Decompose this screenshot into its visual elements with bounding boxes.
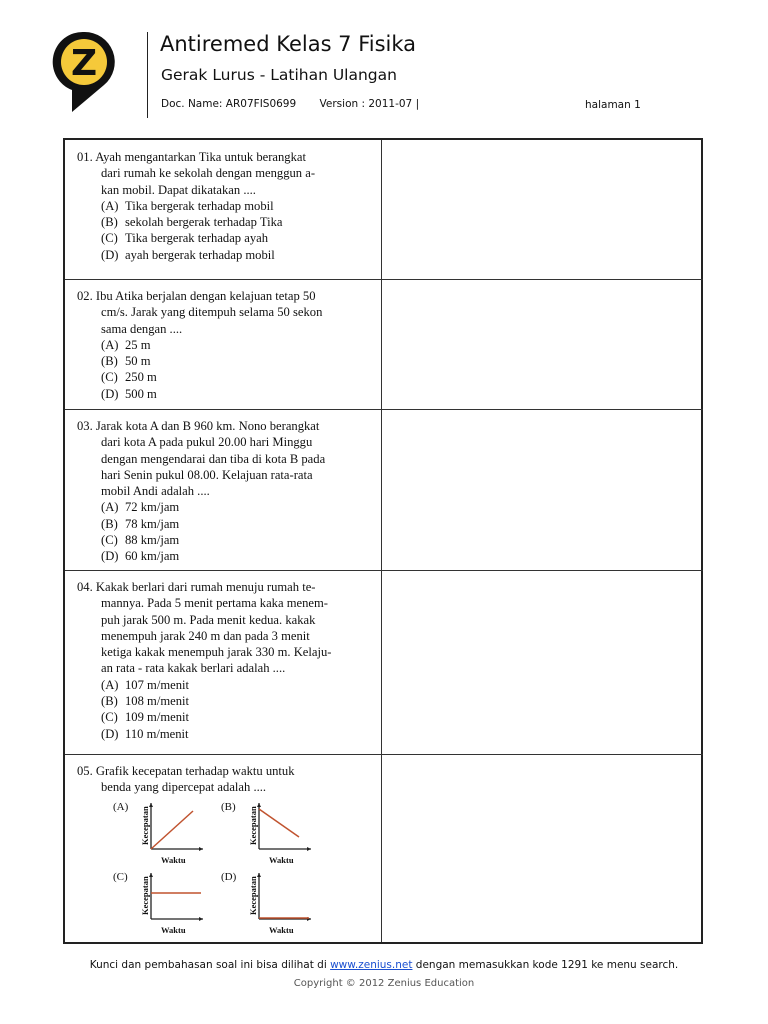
- question-text-line: kan mobil. Dapat dikatakan ....: [101, 182, 256, 197]
- graph-b: [221, 799, 321, 869]
- option-letter: (B): [101, 215, 118, 230]
- graph-label: (B): [221, 801, 236, 813]
- option-letter: (C): [101, 231, 118, 246]
- zenius-link[interactable]: www.zenius.net: [330, 959, 413, 971]
- question-2: [77, 288, 377, 402]
- question-text-line: menempuh jarak 240 m dan pada 3 menit: [101, 628, 310, 643]
- graph-a: [113, 799, 213, 869]
- question-text-line: benda yang dipercepat adalah ....: [101, 780, 267, 795]
- option-b: [77, 214, 377, 230]
- option-text: 109 m/menit: [125, 710, 190, 725]
- question-text-line: mannya. Pada 5 menit pertama kaka menem-: [101, 596, 328, 611]
- option-text: Tika bergerak terhadap mobil: [125, 198, 274, 213]
- option-letter: (B): [101, 516, 118, 531]
- question-row: [65, 140, 703, 280]
- graph-x-label: Waktu: [269, 855, 294, 865]
- option-b: [77, 693, 377, 709]
- question-text: 02. Ibu Atika berjalan dengan kelajuan tetap 50: [77, 289, 316, 303]
- option-text: 107 m/menit: [125, 677, 190, 692]
- question-table: [63, 138, 703, 944]
- option-text: 250 m: [125, 370, 157, 385]
- option-c: [77, 369, 377, 385]
- graph-line: [151, 811, 193, 849]
- question-text-line: dari rumah ke sekolah dengan menggun a-: [101, 166, 316, 181]
- graph-x-label: Waktu: [161, 855, 186, 865]
- question-text-line: puh jarak 500 m. Pada menit kedua. kakak: [101, 612, 316, 627]
- doc-title: Antiremed Kelas 7 Fisika: [160, 32, 417, 56]
- option-letter: (D): [101, 726, 119, 741]
- option-letter: (D): [101, 549, 119, 564]
- option-text: Tika bergerak terhadap ayah: [125, 231, 269, 246]
- answer-graphs: [113, 799, 313, 939]
- doc-meta: [161, 98, 439, 110]
- option-b: [77, 516, 377, 532]
- option-text: ayah bergerak terhadap mobil: [125, 247, 275, 262]
- question-3: [77, 418, 377, 565]
- graph-x-label: Waktu: [269, 925, 294, 935]
- option-d: [77, 548, 377, 564]
- question-text-line: an rata - rata kakak berlari adalah ....: [101, 661, 286, 676]
- doc-name: Doc. Name: AR07FIS0699: [161, 98, 297, 110]
- option-letter: (C): [101, 370, 118, 385]
- question-text-line: sama dengan ....: [101, 321, 183, 336]
- graph-label: (C): [113, 871, 128, 883]
- page-number: halaman 1: [585, 99, 641, 111]
- question-text-line: mobil Andi adalah ....: [101, 484, 210, 499]
- question-text: 04. Kakak berlari dari rumah menuju rumah te-: [77, 580, 316, 594]
- option-d: [77, 386, 377, 402]
- option-letter: (C): [101, 710, 118, 725]
- doc-version: Version : 2011-07 |: [319, 98, 420, 110]
- graph-label: (A): [113, 801, 129, 813]
- option-d: [77, 247, 377, 263]
- graph-axes: [257, 873, 311, 921]
- option-text: sekolah bergerak terhadap Tika: [125, 215, 283, 230]
- option-text: 72 km/jam: [125, 500, 180, 515]
- question-4: [77, 579, 377, 742]
- question-text-line: cm/s. Jarak yang ditempuh selama 50 sekon: [101, 305, 323, 320]
- option-text: 500 m: [125, 386, 157, 401]
- option-letter: (D): [101, 247, 119, 262]
- option-text: 60 km/jam: [125, 549, 180, 564]
- svg-text:Z: Z: [70, 43, 98, 84]
- question-text-line: dengan mengendarai dan tiba di kota B pada: [101, 451, 326, 466]
- option-letter: (C): [101, 533, 118, 548]
- option-letter: (A): [101, 500, 119, 515]
- graph-x-label: Waktu: [161, 925, 186, 935]
- footer-note: [0, 959, 768, 971]
- graph-y-label: Kecepatan: [140, 876, 150, 915]
- option-letter: (A): [101, 337, 119, 352]
- header-divider: [147, 32, 148, 118]
- doc-subtitle: Gerak Lurus - Latihan Ulangan: [161, 66, 397, 84]
- option-letter: (A): [101, 677, 119, 692]
- option-letter: (B): [101, 354, 118, 369]
- copyright: Copyright © 2012 Zenius Education: [293, 978, 475, 989]
- footer-text-after: dengan memasukkan kode 1291 ke menu search.: [412, 959, 679, 971]
- question-text-line: hari Senin pukul 08.00. Kelajuan rata-rata: [101, 467, 313, 482]
- option-text: 110 m/menit: [125, 726, 189, 741]
- question-row: [65, 570, 703, 755]
- question-text: 05. Grafik kecepatan terhadap waktu untuk: [77, 764, 295, 778]
- option-d: [77, 726, 377, 742]
- question-row: [65, 279, 703, 410]
- question-text-line: dari kota A pada pukul 20.00 hari Minggu: [101, 435, 313, 450]
- option-c: [77, 709, 377, 725]
- graph-axes: [149, 873, 203, 921]
- question-text: 01. Ayah mengantarkan Tika untuk berangkat: [77, 150, 306, 164]
- graph-y-label: Kecepatan: [140, 806, 150, 845]
- option-text: 108 m/menit: [125, 694, 190, 709]
- graph-y-label: Kecepatan: [248, 876, 258, 915]
- question-1: [77, 149, 377, 263]
- option-letter: (B): [101, 694, 118, 709]
- footer-text: Kunci dan pembahasan soal ini bisa dilihat di: [89, 959, 331, 971]
- graph-c: [113, 869, 213, 939]
- option-text: 50 m: [125, 354, 151, 369]
- option-a: [77, 677, 377, 693]
- graph-label: (D): [221, 871, 237, 883]
- option-text: 25 m: [125, 337, 151, 352]
- option-c: [77, 230, 377, 246]
- zenius-logo: [52, 30, 116, 114]
- option-letter: (A): [101, 198, 119, 213]
- graph-line: [259, 809, 299, 837]
- question-row: [65, 409, 703, 571]
- option-letter: (D): [101, 386, 119, 401]
- option-c: [77, 532, 377, 548]
- option-a: [77, 499, 377, 515]
- question-5: [77, 763, 377, 935]
- option-text: 88 km/jam: [125, 533, 180, 548]
- question-text: 03. Jarak kota A dan B 960 km. Nono berangkat: [77, 419, 320, 433]
- option-a: [77, 198, 377, 214]
- graph-d: [221, 869, 321, 939]
- question-row: [65, 754, 703, 944]
- option-text: 78 km/jam: [125, 516, 180, 531]
- option-a: [77, 337, 377, 353]
- graph-y-label: Kecepatan: [248, 806, 258, 845]
- option-b: [77, 353, 377, 369]
- question-text-line: ketiga kakak menempuh jarak 330 m. Kelaju-: [101, 645, 332, 660]
